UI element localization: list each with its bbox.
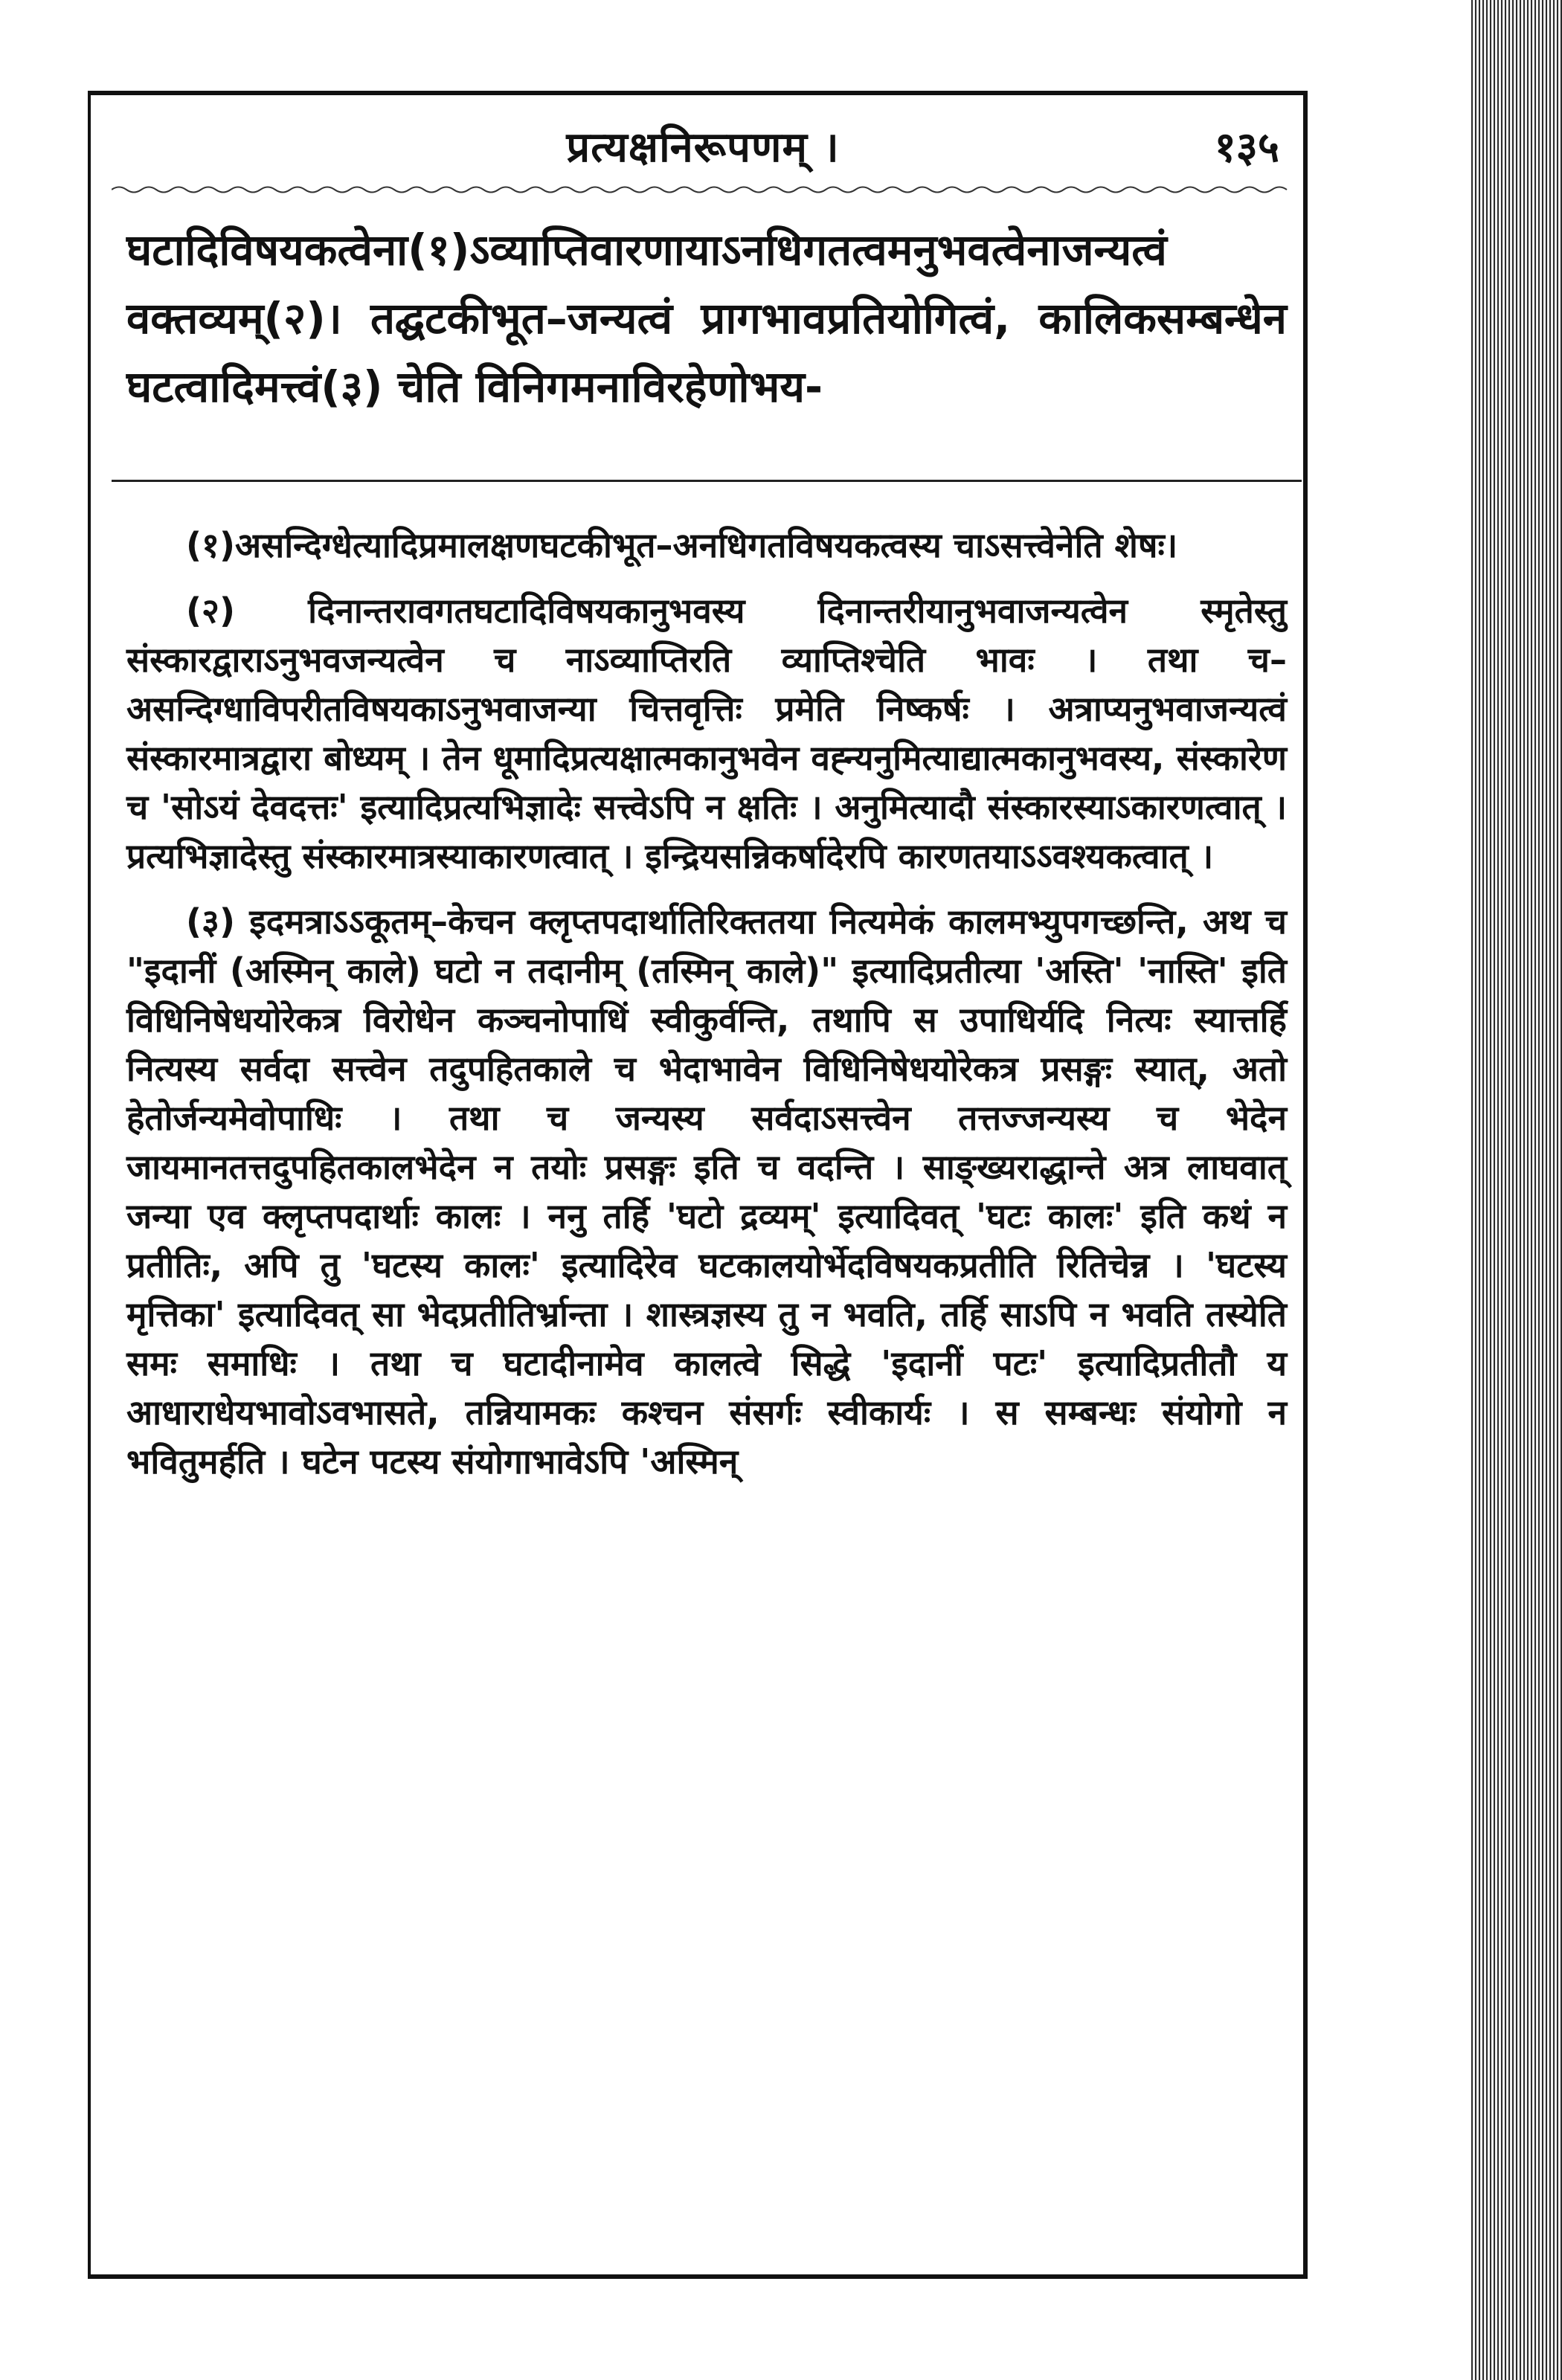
header-wavy-rule	[112, 184, 1294, 195]
footnote-1: (१)असन्दिग्धेत्यादिप्रमालक्षणघटकीभूत–अनधिगतविषयकत्वस्य चाऽसत्त्वेनेति शेषः।	[186, 525, 1178, 565]
footnote-3: (३) इदमत्राऽऽकूतम्–केचन क्लृप्तपदार्थातिरिक्ततया नित्यमेकं कालमभ्युपगच्छन्ति, अथ च "इदानीं (अस्मिन् काले) घटो न तदानीम् (तस्मिन् काले)" इत्यादिप्रतीत्या 'अस्ति' 'नास्ति' इति विधिनिषेधयोरेकत्र विरोधेन कञ्चनोपाधिं स्वीकुर्वन्ति, तथापि स उपाधिर्यदि नित्यः स्यात्तर्हि नित्यस्य सर्वदा सत्त्वेन तदुपहितकाले च भेदाभावेन विधिनिषेधयोरेकत्र प्रसङ्गः स्यात्, अतो हेतोर्जन्यमेवोपाधिः । तथा च जन्यस्य सर्वदाऽसत्त्वेन तत्तज्जन्यस्य च भेदेन जायमानतत्तदुपहितकालभेदेन न तयोः प्रसङ्गः इति च वदन्ति । साङ्ख्यराद्धान्ते अत्र लाघवात् जन्या एव क्लृप्तपदार्थाः कालः । ननु तर्हि 'घटो द्रव्यम्' इत्यादिवत् 'घटः कालः' इति कथं न प्रतीतिः, अपि तु 'घटस्य कालः' इत्यादिरेव घटकालयोर्भेदविषयकप्रतीति रितिचेन्न । 'घटस्य मृत्तिका' इत्यादिवत् सा भेदप्रतीतिर्भ्रान्ता । शास्त्रज्ञस्य तु न भवति, तर्हि साऽपि न भवति तस्येति समः समाधिः । तथा च घटादीनामेव कालत्वे सिद्धे 'इदानीं पटः' इत्यादिप्रतीतौ य आधाराधेयभावोऽवभासते, तन्नियामकः कश्चन संसर्गः स्वीकार्यः । स सम्बन्धः संयोगो न भवितुमर्हति । घटेन पटस्य संयोगाभावेऽपि 'अस्मिन्	[126, 901, 1287, 1482]
main-text-paragraph: घटादिविषयकत्वेना(१)ऽव्याप्तिवारणायाऽनधिगतत्वमनुभवत्वेनाजन्यत्वं वक्तव्यम्(२)। तद्घटकीभूत–जन्यत्वं प्रागभावप्रतियोगित्वं, कालिकसम्बन्धेन घटत्वादिमत्त्वं(३) चेति विनिगमनाविरहेणोभय-	[126, 225, 1287, 412]
running-title: प्रत्यक्षनिरूपणम् ।	[566, 123, 840, 172]
book-spine	[1471, 0, 1562, 2380]
page-number: १३५	[1214, 123, 1279, 172]
footnote-2: (२) दिनान्तरावगतघटादिविषयकानुभवस्य दिनान्तरीयानुभवाजन्यत्वेन स्मृतेस्तु संस्कारद्वाराऽनुभवजन्यत्वेन च नाऽव्याप्तिरति व्याप्तिश्चेति भावः । तथा च–असन्दिग्धाविपरीतविषयकाऽनुभवाजन्या चित्तवृत्तिः प्रमेति निष्कर्षः । अत्राप्यनुभवाजन्यत्वं संस्कारमात्रद्वारा बोध्यम् । तेन धूमादिप्रत्यक्षात्मकानुभवेन वह्न्यनुमित्याद्यात्मकानुभवस्य, संस्कारेण च 'सोऽयं देवदत्तः' इत्यादिप्रत्यभिज्ञादेः सत्त्वेऽपि न क्षतिः । अनुमित्यादौ संस्कारस्याऽकारणत्वात् । प्रत्यभिज्ञादेस्तु संस्कारमात्रस्याकारणत्वात् । इन्द्रियसन्निकर्षादेरपि कारणतयाऽऽवश्यकत्वात् ।	[126, 591, 1287, 876]
page-header	[112, 112, 1294, 178]
footnotes	[126, 521, 1287, 1502]
footnote-divider	[112, 480, 1302, 482]
